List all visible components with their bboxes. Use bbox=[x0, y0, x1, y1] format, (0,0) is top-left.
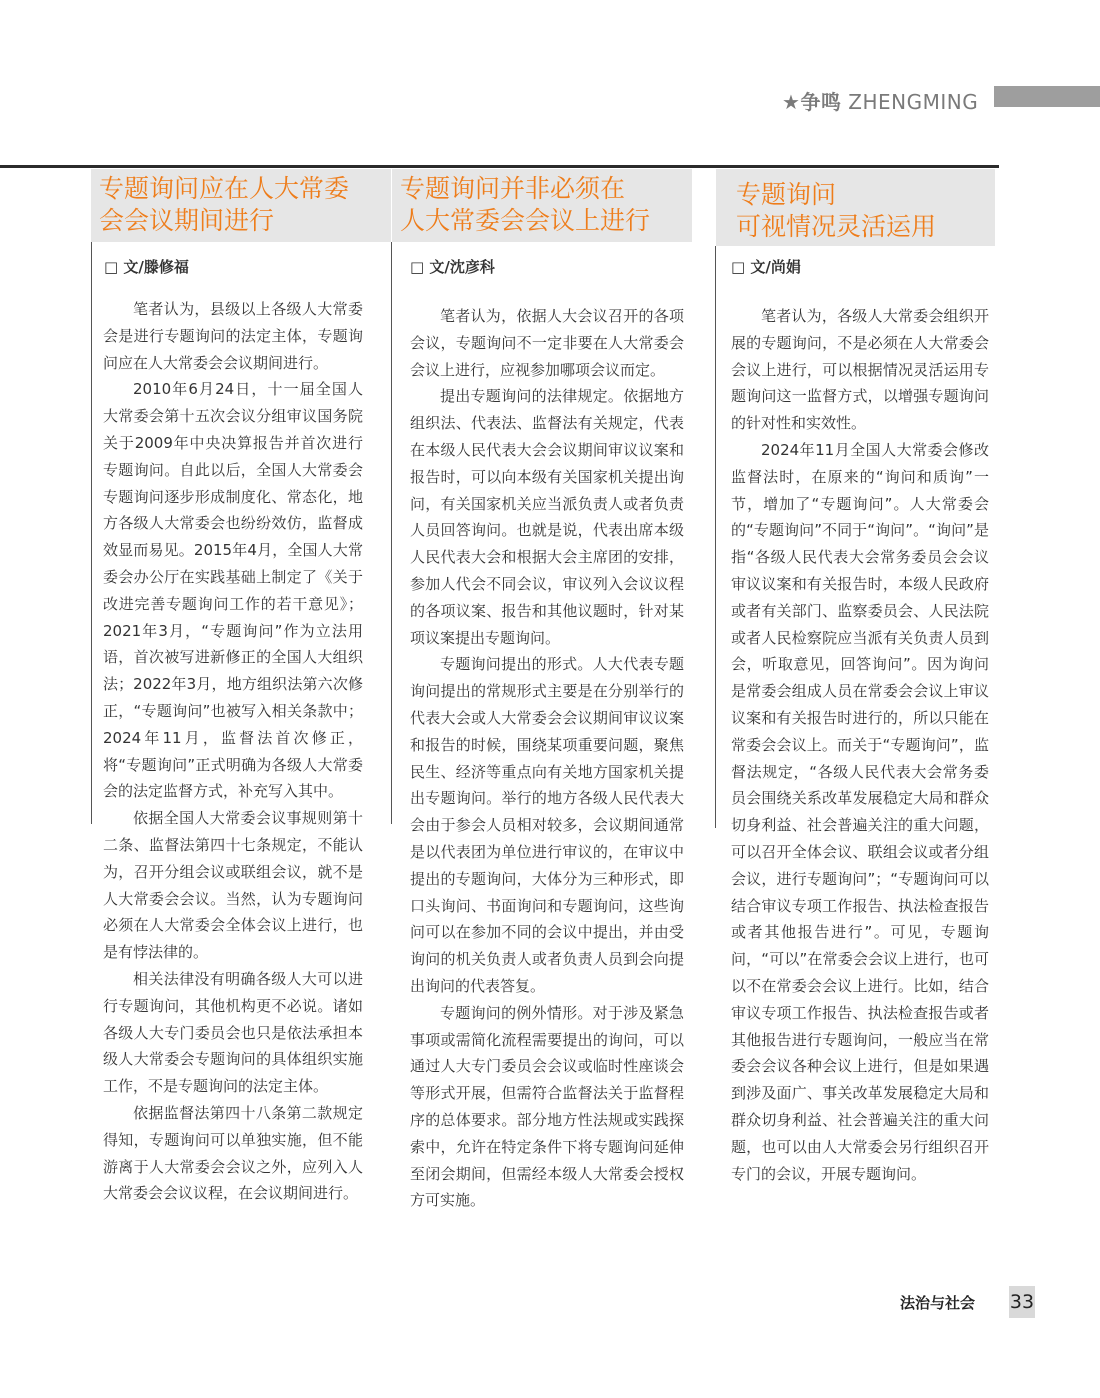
magazine-name: 法治与社会 bbox=[900, 1294, 976, 1312]
column-divider bbox=[391, 242, 392, 824]
star-icon: ★ bbox=[782, 90, 801, 114]
author-byline-2: □ 文/沈彦科 bbox=[410, 258, 495, 276]
title-line: 专题询问并非必须在 bbox=[400, 174, 626, 203]
section-name-en: ZHENGMING bbox=[848, 90, 979, 114]
article-body-2 bbox=[410, 303, 684, 1214]
title-line: 专题询问 bbox=[736, 180, 837, 209]
column-divider bbox=[91, 242, 92, 824]
section-bar bbox=[994, 86, 1100, 107]
section-label bbox=[782, 86, 978, 115]
paragraph: 2010年6月24日，十一届全国人大常委会第十五次会议分组审议国务院关于2009年中央决算报告并首次进行专题询问。自此以后，全国人大常委会专题询问逐步形成制度化、常态化，地方各级人大常委会也纷纷效仿，监督成效显而易见。2015年4月，全国人大常委会办公厅在实践基础上制定了《关于改进完善专题询问工作的若干意见》；2021年3月，“专题询问”作为立法用语，首次被写进新修正的全国人大组织法；2022年3月，地方组织法第六次修正，“专题询问”也被写入相关条款中；2024年11月，监督法首次修正，将“专题询问”正式明确为各级人大常委会的法定监督方式，补充写入其中。 bbox=[103, 380, 363, 801]
title-line: 人大常委会会议上进行 bbox=[400, 206, 651, 235]
paragraph: 相关法律没有明确各级人大可以进行专题询问，其他机构更不必说。诸如各级人大专门委员会也只是依法承担本级人大常委会专题询问的具体组织实施工作，不是专题询问的法定主体。 bbox=[103, 969, 363, 1096]
title-line: 会会议期间进行 bbox=[99, 206, 275, 235]
paragraph: 2024年11月全国人大常委会修改监督法时，在原来的“询问和质询”一节，增加了“专题询问”。人大常委会的“专题询问”不同于“询问”。“询问”是指“各级人民代表大会常务委员会会议审议议案和有关报告时，本级人民政府或者有关部门、监察委员会、人民法院或者人民检察院应当派有关负责人员到会，听取意见，回答询问”。因为询问是常委会组成人员在常委会会议上审议议案和有关报告时进行的，所以只能在常委会会议上。而关于“专题询问”，监督法规定，“各级人民代表大会常务委员会围绕关系改革发展稳定大局和群众切身利益、社会普遍关注的重大问题，可以召开全体会议、联组会议或者分组会议，进行专题询问”；“专题询问可以结合审议专项工作报告、执法检查报告或者其他报告进行”。可见，专题询问，“可以”在常委会会议上进行，也可以不在常委会会议上进行。比如，结合审议专项工作报告、执法检查报告或者其他报告进行专题询问，一般应当在常委会会议各种会议上进行，但是如果遇到涉及面广、事关改革发展稳定大局和群众切身利益、社会普遍关注的重大问题，也可以由人大常委会另行组织召开专门的会议，开展专题询问。 bbox=[731, 440, 989, 1183]
page-number: 33 bbox=[1009, 1286, 1035, 1318]
paragraph: 依据监督法第四十八条第二款规定得知，专题询问可以单独实施，但不能游离于人大常委会会议之外，应列入人大常委会会议议程，在会议期间进行。 bbox=[103, 1103, 363, 1203]
paragraph: 依据全国人大常委会议事规则第十二条、监督法第四十七条规定，不能认为，召开分组会议或联组会议，就不是人大常委会会议。当然，认为专题询问必须在人大常委会全体会议上进行，也是有悖法律的。 bbox=[103, 809, 363, 962]
section-name-zh: 争鸣 bbox=[800, 90, 842, 114]
author-byline-3: □ 文/尚娟 bbox=[731, 258, 801, 276]
paragraph: 提出专题询问的法律规定。依据地方组织法、代表法、监督法有关规定，代表在本级人民代表大会会议期间审议议案和报告时，可以向本级有关国家机关提出询问，有关国家机关应当派负责人或者负责人员回答询问。也就是说，代表出席本级人民代表大会和根据大会主席团的安排，参加人代会不同会议，审议列入会议议程的各项议案、报告和其他议题时，针对某项议案提出专题询问。 bbox=[410, 387, 684, 647]
title-line: 专题询问应在人大常委 bbox=[99, 174, 350, 203]
title-line: 可视情况灵活运用 bbox=[736, 212, 937, 241]
paragraph: 笔者认为，县级以上各级人大常委会是进行专题询问的法定主体，专题询问应在人大常委会会议期间进行。 bbox=[103, 300, 363, 372]
article-title-1 bbox=[91, 169, 391, 242]
article-body-1 bbox=[103, 296, 363, 1207]
article-title-3 bbox=[716, 169, 995, 246]
article-title-2 bbox=[392, 169, 692, 242]
article-body-3 bbox=[731, 303, 989, 1187]
paragraph: 笔者认为，依据人大会议召开的各项会议，专题询问不一定非要在人大常委会会议上进行，应视参加哪项会议而定。 bbox=[410, 307, 684, 379]
paragraph: 专题询问的例外情形。对于涉及紧急事项或需简化流程需要提出的询问，可以通过人大专门委员会会议或临时性座谈会等形式开展，但需符合监督法关于监督程序的总体要求。部分地方性法规或实践探索中，允许在特定条件下将专题询问延伸至闭会期间，但需经本级人大常委会授权方可实施。 bbox=[410, 1003, 684, 1210]
author-byline-1: □ 文/滕修福 bbox=[104, 258, 189, 276]
column-divider bbox=[715, 246, 716, 828]
paragraph: 专题询问提出的形式。人大代表专题询问提出的常规形式主要是在分别举行的代表大会或人大常委会会议期间审议议案和报告的时候，围绕某项重要问题，聚焦民生、经济等重点向有关地方国家机关提出专题询问。举行的地方各级人民代表大会由于参会人员相对较多，会议期间通常是以代表团为单位进行审议的，在审议中提出的专题询问，大体分为三种形式，即口头询问、书面询问和专题询问，这些询问可以在参加不同的会议中提出，并由受询问的机关负责人或者负责人员到会向提出询问的代表答复。 bbox=[410, 655, 684, 995]
paragraph: 笔者认为，各级人大常委会组织开展的专题询问，不是必须在人大常委会会议上进行，可以根据情况灵活运用专题询问这一监督方式，以增强专题询问的针对性和实效性。 bbox=[731, 307, 989, 433]
top-rule bbox=[0, 165, 999, 168]
